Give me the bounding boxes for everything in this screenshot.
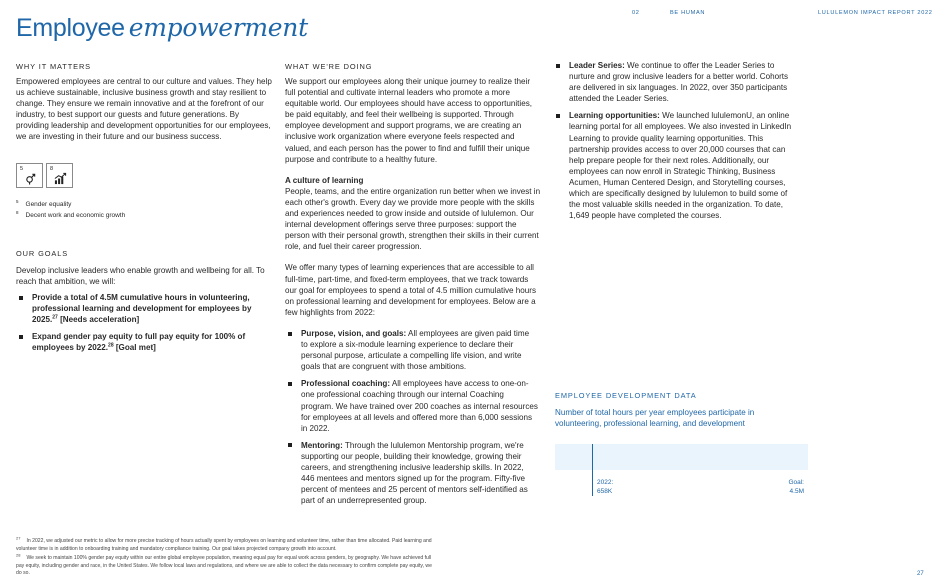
footnote-text: In 2022, we adjusted our metric to allow for more precise tracking of hours actually spent by employees on learning and volunteer time, rather than time allocated. Paid learning and volunteer time is in addition to onboarding training and mandatory compliance training. Our goal takes projected company growth into account. xyxy=(16,538,432,552)
doing-heading: WHAT WE'RE DOING xyxy=(285,62,373,71)
goal-status: [Needs acceleration] xyxy=(57,315,140,325)
footnote-27 xyxy=(16,535,436,553)
doing-p3: We offer many types of learning experiences that are accessible to all full-time, part-time, and fixed-term employees, that we track towards our goal for employees to spend a total of 4.5 million cumulative hours on professional learning and development for employees. Below are a few highlights from 2022: xyxy=(285,263,537,317)
highlight-text: All employees are given paid time to explore a six-module learning experience to declare their personal purpose, articulate a compelling life vision, and write goals that are congruent with those ambitions. xyxy=(301,329,530,372)
doing-body xyxy=(285,76,541,318)
goal-item xyxy=(16,331,252,353)
section-name[interactable]: BE HUMAN xyxy=(670,10,706,16)
goals-intro-text: Develop inclusive leaders who enable growth and wellbeing for all. To reach that ambition, we will: xyxy=(16,266,265,287)
highlight-title: Mentoring: xyxy=(301,440,343,450)
decent-work-icon xyxy=(54,172,67,185)
highlights-list xyxy=(285,328,538,512)
sdg-legend-8-label: Decent work and economic growth xyxy=(25,212,126,219)
goal-label: Goal: xyxy=(788,479,804,486)
section-number[interactable]: 02 xyxy=(632,10,640,16)
sdg-legend-5-num: 5 xyxy=(16,198,19,204)
learning-subheading: A culture of learning xyxy=(285,175,364,185)
goal-item xyxy=(16,292,252,325)
goals-intro xyxy=(16,265,268,287)
program-text: We continue to offer the Leader Series to nurture and grow inclusive leaders for a better world. Cohorts are delivered in six languages. In 2022, over 350 participants attended the Leader Series. xyxy=(569,61,789,104)
program-text: We launched lululemonU, an online learning portal for all employees. We also invested in LinkedIn Learning to provide quality learning opportunities. This partnership provides access to over 20,000 courses that can help prepare people for their next roles. Additionally, our employees can now enroll in Strategic Thinking, Business Acumen, Human Centered Design, and Storytelling courses, which are specifically designed by lululemon to build some of the most valuable skills needed in the organization. To date, 1,649 people have completed the courses. xyxy=(569,111,792,221)
footnote-number: 28 xyxy=(16,552,21,558)
program-title: Learning opportunities: xyxy=(569,111,660,121)
program-title: Leader Series: xyxy=(569,61,625,70)
highlight-item xyxy=(285,378,538,433)
page-title-script: empowerment xyxy=(128,13,308,42)
doing-p2: People, teams, and the entire organization run better when we invest in each other's growth. Every day we provide more people with the skills and experiences needed to grow inside and outside of lululemon. Our internal development offerings serve three purposes: support the person with their personal growth, strengthen their skills in their current role, and fuel their career progression. xyxy=(285,186,541,252)
sdg-legend-5 xyxy=(16,198,72,208)
why-heading: WHY IT MATTERS xyxy=(16,62,92,71)
goal-value-label xyxy=(788,479,804,496)
footnote-28 xyxy=(16,552,436,578)
sdg-5-number: 5 xyxy=(20,166,24,172)
highlight-text: Through the lululemon Mentorship program, we're supporting our people, building their knowledge, growing their careers, and strengthening inclusive leadership skills. In 2022, 446 mentees and mentors signed up for the program. Fifty-five percent of mentees and 25 percent of mentors self-identified as part of an underrepresented group. xyxy=(301,440,528,506)
page-title xyxy=(16,14,308,43)
gender-equality-icon xyxy=(24,172,37,185)
highlight-item xyxy=(285,440,538,507)
highlight-title: Professional coaching: xyxy=(301,379,391,389)
program-item xyxy=(553,110,798,221)
highlight-text: All employees have access to one-on-one professional coaching through our internal Coaching program. We have trained over 200 coaches as internal resources for employees at all levels and offered more than 6,000 sessions in 2022. xyxy=(301,379,538,433)
dev-data-subtitle: Number of total hours per year employees participate in volunteering, professional learning, and development xyxy=(555,408,755,429)
page-title-plain: Employee xyxy=(16,14,125,42)
dev-data-chart xyxy=(555,444,808,496)
why-body xyxy=(16,76,272,143)
goals-heading: OUR GOALS xyxy=(16,249,69,258)
doing-p1: We support our employees along their unique journey to realize their full potential and cultivate internal leaders who promote a more equitable world. Our employees should have access to opportunities, be paid equitably, and feel their wellbeing is supported. Through employee development and support programs, we are creating an inclusive work organization where everyone feels respected and valued, and each person has the power to find and fulfill their unique purpose and contribute to a healthy future. xyxy=(285,77,533,164)
goal-value: 4.5M xyxy=(789,487,804,495)
footnote-ref[interactable]: 27 xyxy=(52,314,58,321)
report-name[interactable]: LULULEMON IMPACT REPORT 2022 xyxy=(818,10,933,16)
footnote-ref[interactable]: 28 xyxy=(108,342,114,349)
goal-text: Expand gender pay equity to full pay equity for 100% of employees by 2022. xyxy=(32,332,246,353)
current-value-label xyxy=(597,479,613,496)
highlight-title: Purpose, vision, and goals: xyxy=(301,329,407,338)
why-body-text: Empowered employees are central to our culture and values. They help us achieve sustainable, inclusive business growth and stay resilient to change. They ensure we remain innovative and at the forefront of our industry, to best support our guests and future generations. By providing leadership and development opportunities for our employees, we are investing in their future and our business success. xyxy=(16,77,272,142)
sdg-8-badge xyxy=(46,163,73,188)
goals-list xyxy=(16,292,252,359)
current-value-marker xyxy=(592,444,593,496)
sdg-8-number: 8 xyxy=(50,166,54,172)
highlight-item xyxy=(285,328,538,372)
goal-text: Provide a total of 4.5M cumulative hours in volunteering, professional learning and development for employees by 2025. xyxy=(32,293,252,325)
dev-data-heading: EMPLOYEE DEVELOPMENT DATA xyxy=(555,391,697,400)
programs-list xyxy=(553,60,798,227)
goal-status: [Goal met] xyxy=(113,343,156,353)
footnote-text: We seek to maintain 100% gender pay equity within our entire global employee population, meaning equal pay for equal work across genders, by geography. We have achieved full pay equity, including gender and race, in the United States. We follow local laws and regulations, and where we are able to collect the data necessary to confirm complete pay equity, we do so. xyxy=(16,555,432,577)
current-value: 658K xyxy=(597,487,613,495)
current-label: 2022: xyxy=(597,479,614,486)
sdg-5-badge xyxy=(16,163,43,188)
sdg-legend-8 xyxy=(16,209,126,219)
program-item xyxy=(553,60,798,104)
sdg-legend-5-label: Gender equality xyxy=(25,201,72,208)
sdg-legend-8-num: 8 xyxy=(16,209,19,215)
page-number: 27 xyxy=(917,571,924,577)
footnote-number: 27 xyxy=(16,535,21,541)
